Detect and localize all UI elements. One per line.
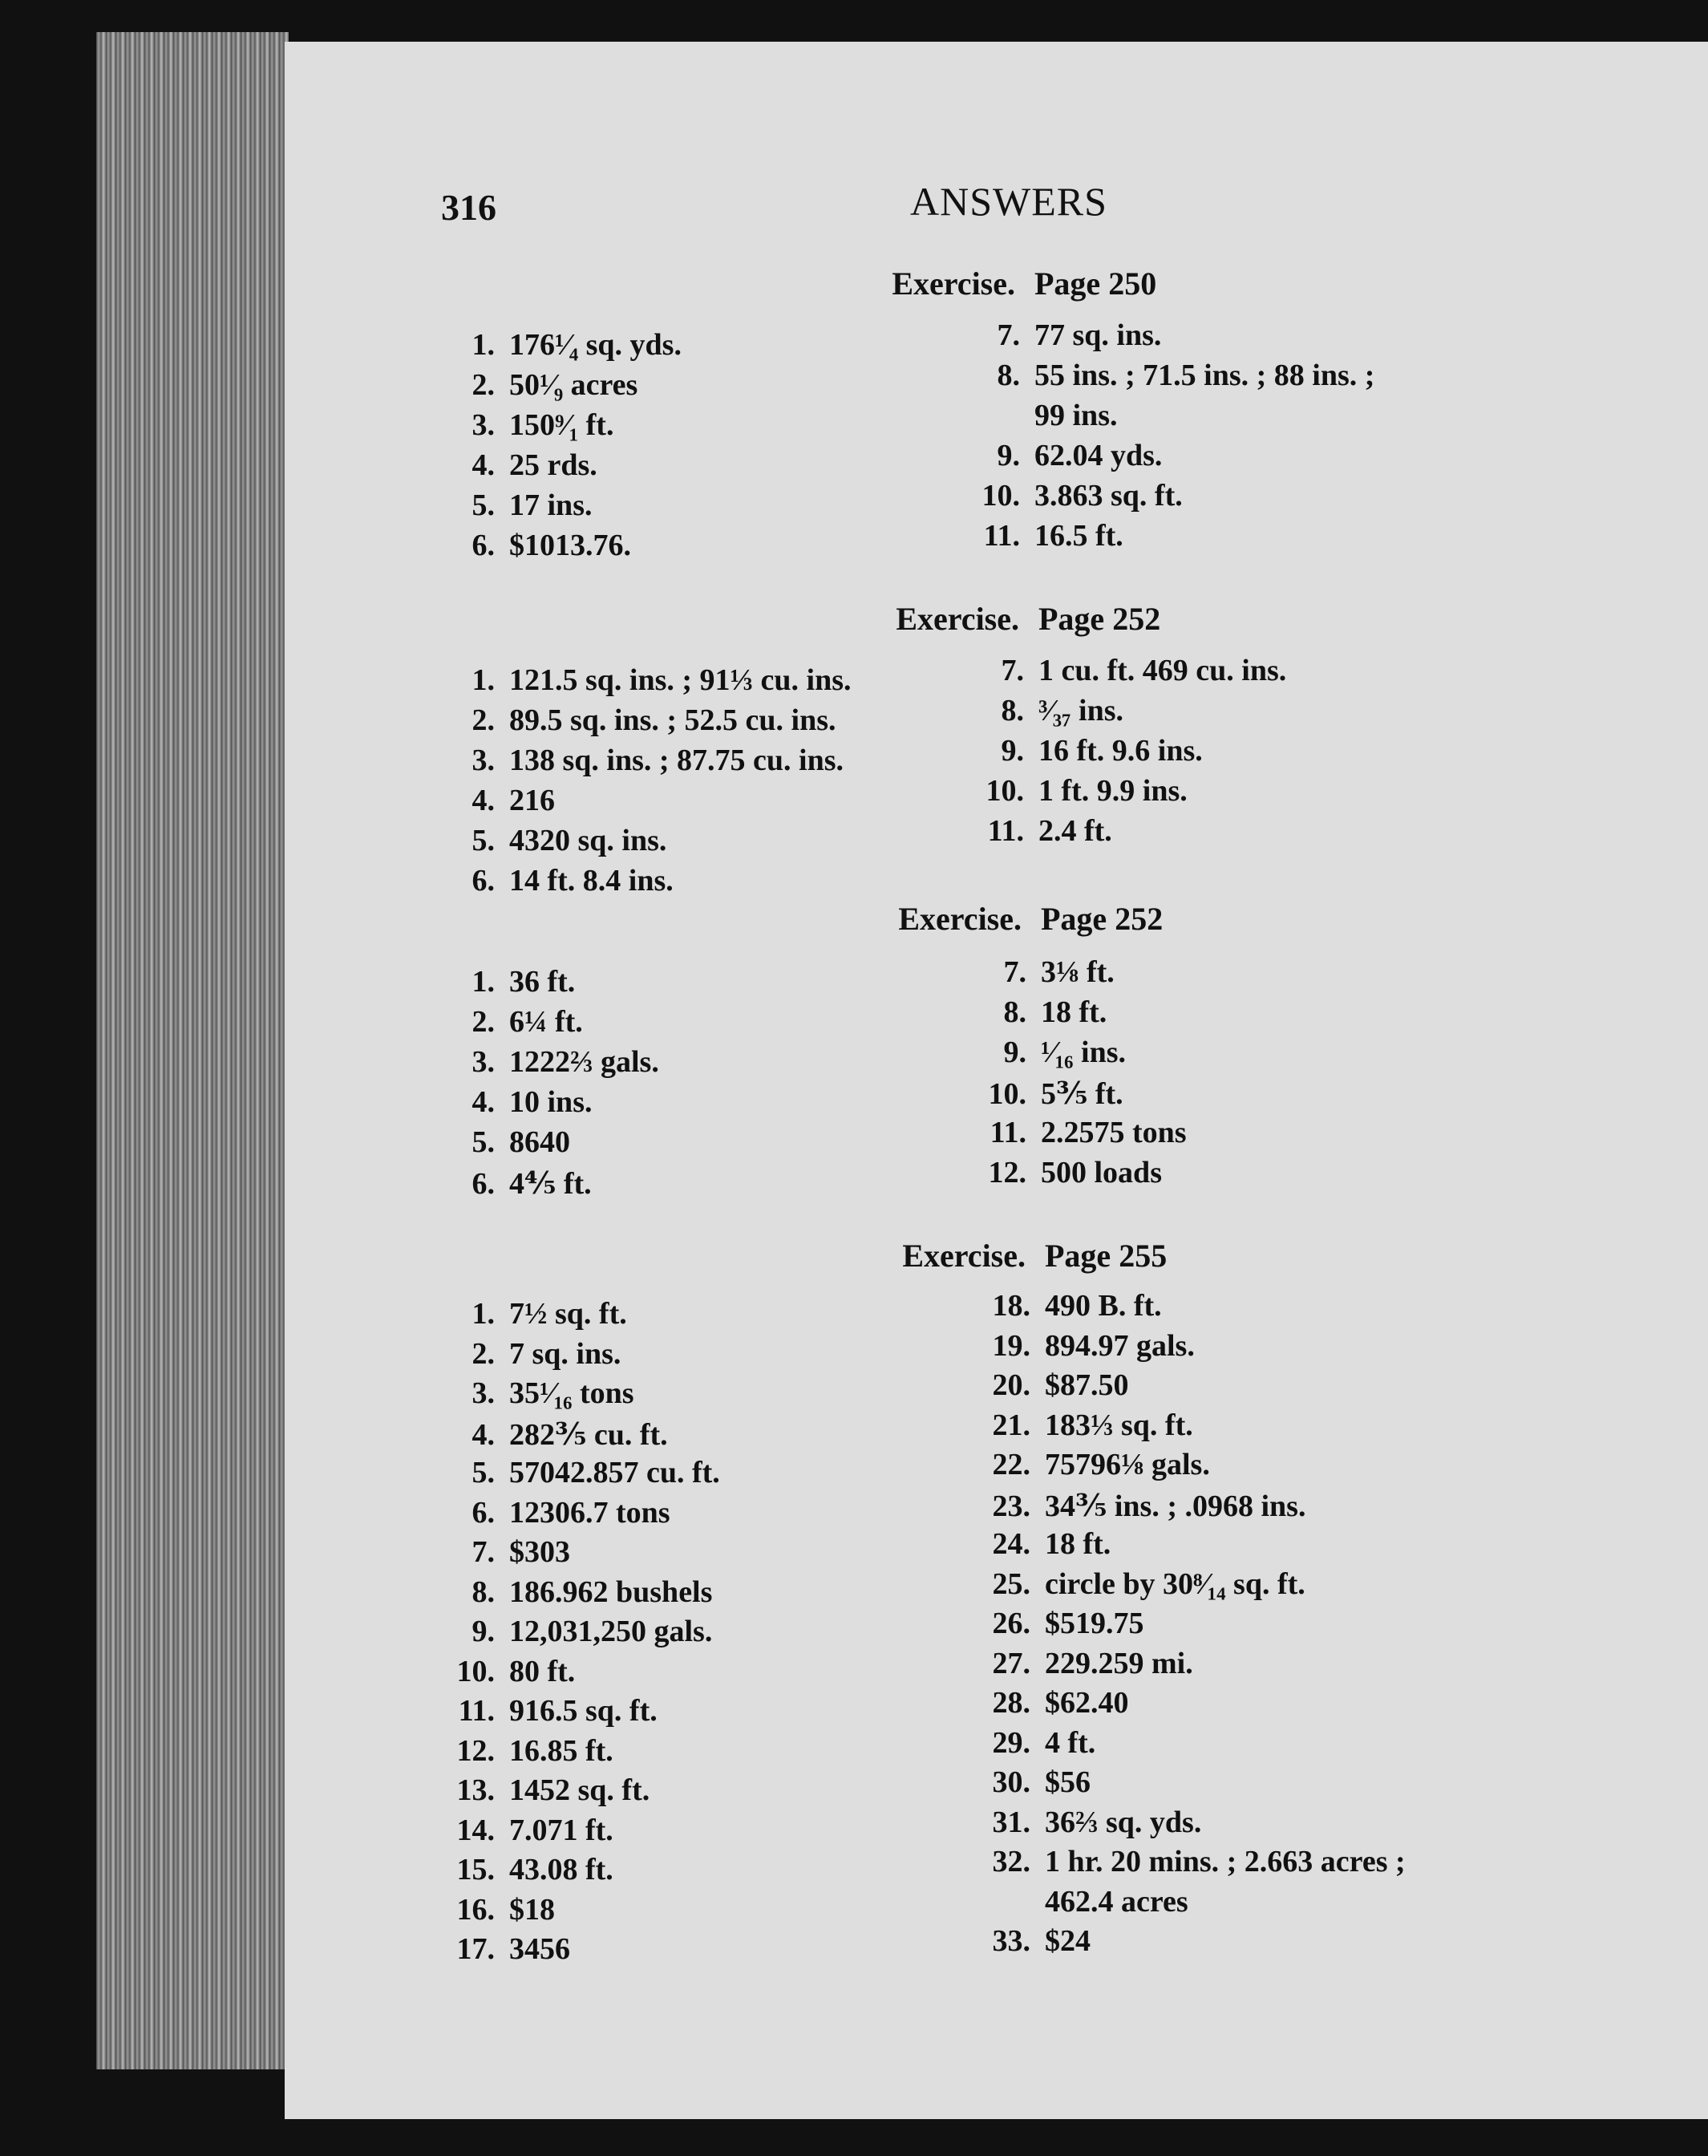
exercise-heading (896, 600, 1161, 638)
answer-number: 31. (992, 1805, 1030, 1839)
answer-value: $56 (1045, 1765, 1091, 1799)
answer-item (985, 1155, 1162, 1190)
answer-number: 21. (992, 1408, 1030, 1442)
answer-number: 9. (1001, 734, 1024, 768)
answer-number: 10. (986, 774, 1024, 808)
answer-item (989, 1725, 1095, 1761)
answer-item (978, 438, 1162, 473)
answer-item (453, 863, 674, 898)
answer-item (453, 1931, 570, 1967)
exercise-heading (892, 265, 1157, 302)
answer-item (989, 1606, 1144, 1641)
answer-item (989, 1487, 1305, 1524)
answer-item (978, 478, 1183, 513)
exercise-label: Exercise. (896, 601, 1019, 637)
answer-item (453, 1852, 613, 1887)
answer-value: 34⅗ ins. ; .0968 ins. (1045, 1489, 1306, 1523)
answer-item (453, 1773, 650, 1808)
answer-item (982, 693, 1123, 728)
answer-number: 13. (456, 1773, 495, 1807)
answer-item (453, 1614, 712, 1649)
answer-item (989, 1805, 1201, 1840)
answer-item (453, 1733, 613, 1769)
answer-number: 18. (992, 1289, 1030, 1323)
answer-value: 7.071 ft. (509, 1813, 613, 1847)
answer-number: 14. (456, 1813, 495, 1847)
answer-value: 89.5 sq. ins. ; 52.5 cu. ins. (509, 703, 836, 737)
answer-number: 1. (472, 1297, 495, 1331)
exercise-label: Exercise. (898, 901, 1022, 937)
answer-item (985, 1075, 1123, 1112)
answer-item (453, 327, 682, 363)
answer-value: 150⁹⁄₁ ft. (509, 408, 614, 442)
answer-item (978, 358, 1374, 393)
answer-number: 32. (992, 1845, 1030, 1878)
answer-number: 33. (992, 1924, 1030, 1958)
answer-item (453, 783, 555, 818)
answer-value: 2.4 ft. (1038, 814, 1112, 848)
answer-value: 183⅓ sq. ft. (1045, 1408, 1193, 1442)
answer-value: $18 (509, 1892, 555, 1927)
answer-value: 7 sq. ins. (509, 1336, 621, 1371)
answer-item (453, 1654, 575, 1689)
page-edges (96, 32, 289, 2069)
answer-item (989, 1646, 1193, 1681)
answer-item (978, 518, 1123, 553)
answer-number: 12. (988, 1156, 1026, 1189)
answer-number: 6. (472, 1167, 495, 1201)
answer-value: 6¼ ft. (509, 1005, 583, 1039)
answer-number: 3. (472, 744, 495, 777)
answer-value: 3.863 sq. ft. (1034, 479, 1183, 513)
answer-number: 1. (472, 663, 495, 697)
answer-item (982, 813, 1112, 849)
answer-item (453, 663, 852, 698)
answer-item (453, 1165, 592, 1202)
answer-item (453, 488, 592, 523)
answer-number: 4. (472, 1085, 495, 1119)
answer-value: 18 ft. (1045, 1527, 1111, 1561)
answer-value: 3⅛ ft. (1041, 955, 1115, 989)
answer-number: 19. (992, 1328, 1030, 1363)
answer-number: 8. (1001, 694, 1024, 727)
answer-item (453, 703, 836, 738)
answer-item (453, 1574, 712, 1610)
answer-value: 176¹⁄₄ sq. yds. (509, 328, 682, 362)
answer-number: 4. (472, 1417, 495, 1452)
answer-value: 500 loads (1041, 1156, 1162, 1189)
answer-value: 121.5 sq. ins. ; 91⅓ cu. ins. (509, 663, 852, 697)
answer-item (453, 448, 597, 483)
answer-number: 3. (472, 1045, 495, 1079)
answer-number: 9. (472, 1615, 495, 1648)
answer-number: 3. (472, 1376, 495, 1410)
answer-number: 10. (456, 1654, 495, 1688)
answer-number: 11. (990, 1116, 1026, 1149)
answer-value: 36 ft. (509, 965, 576, 999)
answer-item (453, 1693, 658, 1728)
page-title: ANSWERS (910, 179, 1107, 224)
answer-number: 7. (472, 1535, 495, 1569)
answer-number: 8. (472, 1574, 495, 1609)
answer-value: 282⅗ cu. ft. (509, 1417, 668, 1452)
answer-value: 57042.857 cu. ft. (509, 1456, 720, 1489)
answer-item (985, 1035, 1126, 1070)
answer-value: 8640 (509, 1125, 570, 1159)
answer-value: 75796⅛ gals. (1045, 1448, 1210, 1481)
answer-value: 99 ins. (1034, 399, 1118, 432)
answer-value: 1222⅔ gals. (509, 1045, 659, 1079)
answer-value: 1 hr. 20 mins. ; 2.663 acres ; (1045, 1845, 1406, 1878)
answer-item (989, 1526, 1111, 1562)
answer-item (453, 1892, 555, 1927)
answer-item (453, 367, 637, 403)
answer-item (978, 398, 1117, 433)
answer-number: 23. (992, 1489, 1030, 1523)
exercise-heading (902, 1237, 1168, 1275)
answer-number: 1. (472, 328, 495, 362)
exercise-page-ref: Page 252 (1041, 901, 1164, 937)
answer-value: 3456 (509, 1932, 570, 1966)
answer-item (989, 1884, 1188, 1919)
answer-value: 1 ft. 9.9 ins. (1038, 774, 1188, 808)
answer-number: 17. (456, 1932, 495, 1966)
answer-value: 490 B. ft. (1045, 1289, 1162, 1323)
answer-value: 12,031,250 gals. (509, 1615, 713, 1648)
answer-item (453, 528, 631, 563)
answer-item (989, 1765, 1091, 1800)
answer-item (985, 995, 1107, 1030)
answer-item (985, 1115, 1187, 1150)
answer-item (982, 773, 1188, 808)
answer-value: 2.2575 tons (1041, 1116, 1187, 1149)
exercise-page-ref: Page 255 (1045, 1238, 1168, 1274)
answer-number: 2. (472, 703, 495, 737)
answer-item (989, 1328, 1195, 1364)
answer-number: 6. (472, 864, 495, 898)
answer-value: 216 (509, 784, 555, 817)
answer-item (978, 318, 1161, 353)
answer-value: 16.85 ft. (509, 1733, 613, 1768)
answer-value: 916.5 sq. ft. (509, 1694, 658, 1728)
answer-value: 25 rds. (509, 448, 597, 482)
answer-number: 4. (472, 784, 495, 817)
answer-item (453, 1004, 583, 1040)
answer-item (453, 823, 666, 858)
answer-number: 8. (997, 359, 1020, 392)
answer-number: 2. (472, 368, 495, 402)
exercise-page-ref: Page 252 (1038, 601, 1161, 637)
answer-number: 2. (472, 1005, 495, 1039)
answer-value: $519.75 (1045, 1607, 1144, 1640)
answer-number: 6. (472, 529, 495, 562)
answer-item (453, 1416, 668, 1453)
exercise-label: Exercise. (892, 265, 1015, 302)
answer-value: 1452 sq. ft. (509, 1773, 650, 1807)
answer-number: 4. (472, 448, 495, 482)
answer-value: 35¹⁄₁₆ tons (509, 1376, 634, 1410)
answer-value: 43.08 ft. (509, 1853, 613, 1886)
answer-item (982, 653, 1286, 688)
answer-value: 7½ sq. ft. (509, 1297, 627, 1331)
answer-item (989, 1923, 1091, 1959)
answer-number: 16. (456, 1892, 495, 1927)
answer-number: 3. (472, 408, 495, 442)
answer-item (453, 1455, 720, 1490)
answer-value: $1013.76. (509, 529, 631, 562)
answer-value: 36⅔ sq. yds. (1045, 1805, 1202, 1839)
answer-number: 5. (472, 488, 495, 522)
answer-value: 17 ins. (509, 488, 593, 522)
answer-number: 20. (992, 1368, 1030, 1402)
answer-number: 15. (456, 1853, 495, 1886)
answer-number: 12. (456, 1733, 495, 1768)
answer-value: 14 ft. 8.4 ins. (509, 864, 674, 898)
answer-value: 5⅗ ft. (1041, 1077, 1123, 1111)
answer-value: 1 cu. ft. 469 cu. ins. (1038, 654, 1287, 687)
answer-number: 28. (992, 1686, 1030, 1720)
answer-item (989, 1566, 1305, 1602)
answer-number: 25. (992, 1566, 1030, 1601)
answer-item (982, 733, 1203, 768)
answer-number: 5. (472, 824, 495, 857)
answer-value: $303 (509, 1535, 570, 1569)
answer-item (453, 743, 844, 778)
answer-number: 5. (472, 1125, 495, 1159)
answer-value: ³⁄₃₇ ins. (1038, 694, 1124, 727)
answer-number: 7. (997, 318, 1020, 352)
answer-item (453, 1336, 621, 1372)
answer-item (989, 1685, 1129, 1720)
answer-value: 10 ins. (509, 1085, 593, 1119)
answer-value: 894.97 gals. (1045, 1328, 1195, 1363)
answer-number: 5. (472, 1456, 495, 1489)
answer-item (453, 407, 613, 443)
answer-number: 7. (1001, 654, 1024, 687)
answer-value: 18 ft. (1041, 995, 1107, 1029)
answer-value: 186.962 bushels (509, 1574, 713, 1609)
answer-item (985, 954, 1115, 990)
answer-number: 11. (983, 519, 1020, 553)
answer-value: $24 (1045, 1924, 1091, 1958)
answer-number: 11. (987, 814, 1024, 848)
answer-item (989, 1288, 1162, 1323)
answer-value: $62.40 (1045, 1686, 1129, 1720)
answer-number: 7. (1003, 955, 1026, 989)
answer-number: 9. (1003, 1035, 1026, 1069)
answer-value: 229.259 mi. (1045, 1646, 1193, 1680)
answer-value: $87.50 (1045, 1368, 1129, 1402)
answer-number: 22. (992, 1448, 1030, 1481)
answer-value: 77 sq. ins. (1034, 318, 1162, 352)
answer-item (453, 1813, 613, 1848)
answer-number: 29. (992, 1725, 1030, 1760)
answer-item (453, 1044, 659, 1080)
answer-number: 11. (458, 1694, 495, 1728)
exercise-label: Exercise. (902, 1238, 1026, 1274)
answer-item (453, 1125, 570, 1160)
answer-item (989, 1408, 1193, 1443)
answer-item (989, 1447, 1210, 1482)
answer-item (453, 1084, 592, 1120)
answer-number: 2. (472, 1336, 495, 1371)
answer-value: 55 ins. ; 71.5 ins. ; 88 ins. ; (1034, 359, 1375, 392)
answer-number: 10. (988, 1077, 1026, 1111)
answer-value: 80 ft. (509, 1654, 576, 1688)
answer-number: 24. (992, 1527, 1030, 1561)
answer-value: ¹⁄₁₆ ins. (1041, 1035, 1127, 1069)
answer-item (453, 1296, 627, 1331)
answer-number: 27. (992, 1646, 1030, 1680)
page-number: 316 (441, 187, 496, 228)
answer-value: circle by 30⁸⁄₁₄ sq. ft. (1045, 1566, 1305, 1601)
answer-number: 1. (472, 965, 495, 999)
answer-item (453, 1495, 670, 1530)
exercise-page-ref: Page 250 (1034, 265, 1157, 302)
answer-number: 9. (997, 439, 1020, 472)
answer-item (453, 1534, 570, 1570)
answer-value: 4 ft. (1045, 1725, 1096, 1760)
answer-item (453, 964, 575, 999)
answer-value: 138 sq. ins. ; 87.75 cu. ins. (509, 744, 844, 777)
answer-value: 4320 sq. ins. (509, 824, 667, 857)
answer-value: 62.04 yds. (1034, 439, 1163, 472)
answer-value: 16 ft. 9.6 ins. (1038, 734, 1203, 768)
answer-number: 6. (472, 1495, 495, 1530)
answer-value: 12306.7 tons (509, 1495, 670, 1530)
exercise-heading (898, 900, 1164, 938)
answer-item (989, 1844, 1406, 1879)
answer-value: 462.4 acres (1045, 1884, 1188, 1919)
answer-value: 16.5 ft. (1034, 519, 1123, 553)
answer-number: 30. (992, 1765, 1030, 1799)
answer-number: 26. (992, 1607, 1030, 1640)
answer-value: 50¹⁄₉ acres (509, 368, 638, 402)
answer-value: 4⅘ ft. (509, 1167, 592, 1201)
answer-number: 8. (1003, 995, 1026, 1029)
answer-item (453, 1376, 634, 1411)
answer-number: 10. (981, 479, 1020, 513)
answer-item (989, 1368, 1129, 1403)
